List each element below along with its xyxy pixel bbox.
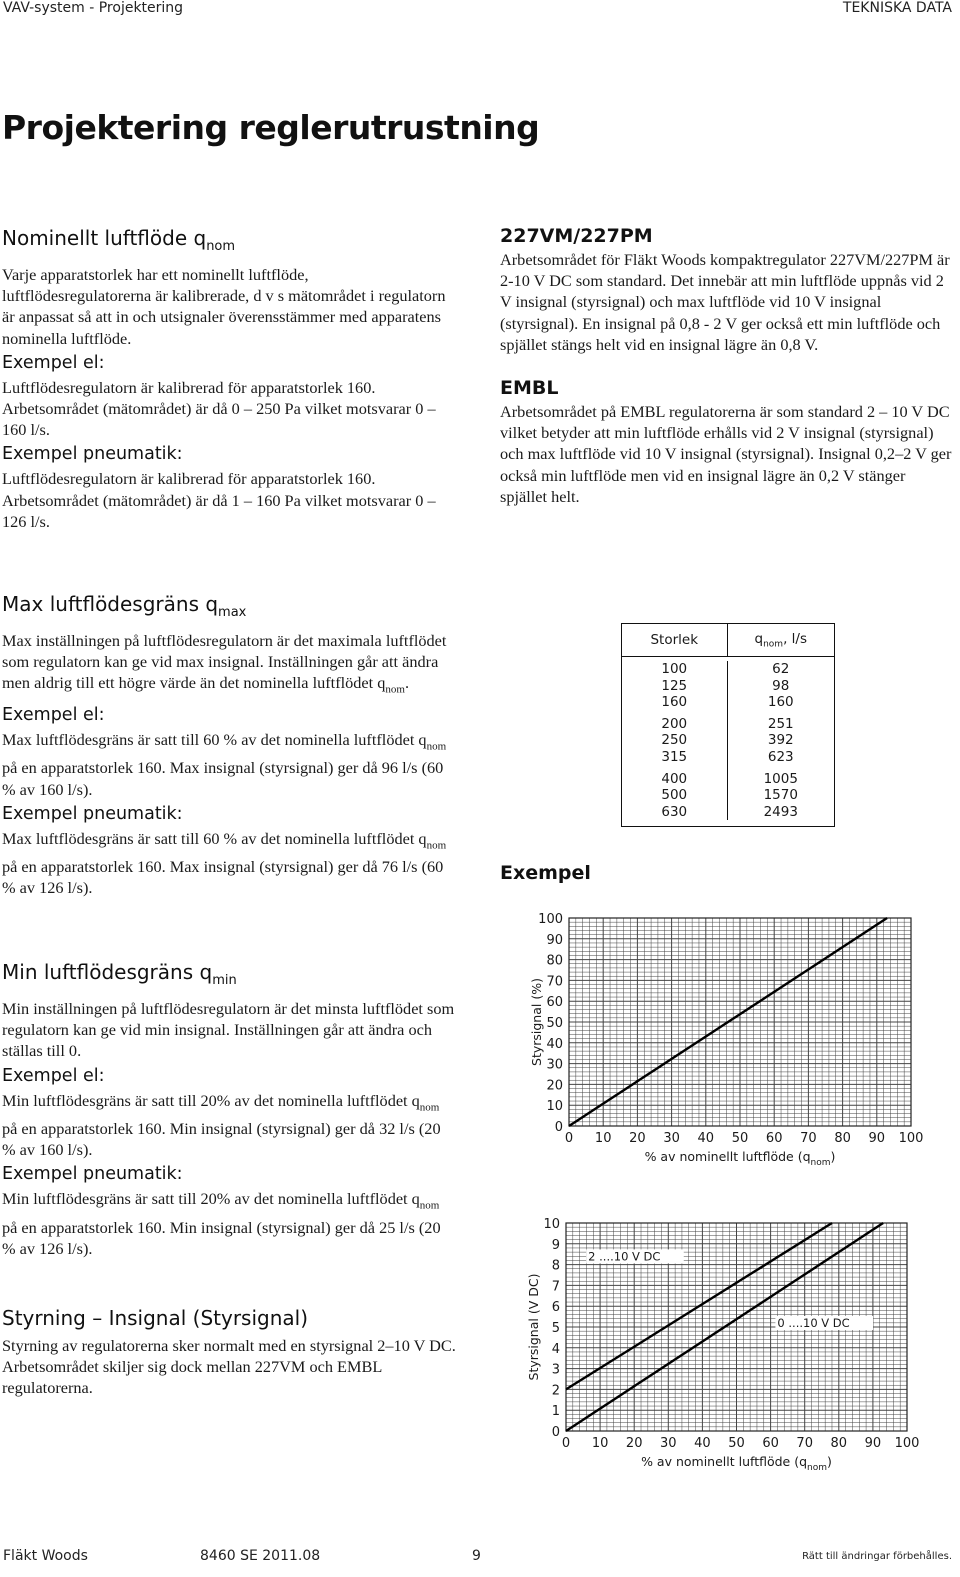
text-subscript: nom: [763, 639, 784, 650]
x-axis-label: % av nominellt luftflöde $(q_{nom})$: [641, 1454, 832, 1473]
x-tick-label: 30: [660, 1436, 677, 1451]
text-part: på en apparatstorlek 160. Max insignal (styrsignal) ger då 96 l/s (60 % av 160 l/s).: [2, 758, 444, 799]
x-tick-label: 90: [864, 1436, 882, 1451]
text-subscript: nom: [426, 740, 447, 753]
table-cell: 62: [772, 661, 790, 677]
y-tick-label: 70: [546, 974, 563, 990]
heading-text: Nominellt luftflöde q: [2, 226, 207, 250]
text-part: , l/s: [783, 630, 807, 647]
x-tick-label: 10: [594, 1131, 612, 1146]
text-part: Min luftflödesgräns är satt till 20% av det nominella luftflödet q: [2, 1189, 420, 1209]
text-part: .: [404, 673, 410, 693]
heading-subscript: min: [212, 973, 237, 988]
text-subscript: nom: [385, 683, 405, 696]
control-signal-text: Styrning av regulatorerna sker normalt med en styrsignal 2–10 V DC. Arbetsområdet skiljer sig dock mellan 227VM och EMBL regulatorerna.: [2, 1336, 456, 1398]
min-intro: Min inställningen på luftflödesregulatorn är det minsta luftflödet som regulatorn kan ge vid min insignal. Inställningen går att ändra och ställas till 0.: [2, 999, 455, 1061]
y-tick-label: 10: [543, 1217, 560, 1232]
series-label: 0 ....10 V DC: [777, 1316, 850, 1330]
table-cell: 392: [767, 732, 794, 749]
y-tick-label: 90: [546, 932, 563, 948]
x-tick-label: 40: [697, 1131, 715, 1146]
x-tick-label: 10: [591, 1436, 609, 1451]
min-example-el-label: Exempel el:: [2, 1065, 105, 1086]
table-cell: 160: [767, 694, 794, 711]
footer-disclaimer: Rätt till ändringar förbehålles.: [802, 1551, 952, 1562]
text-subscript: nom: [419, 1199, 440, 1212]
y-tick-label: 40: [546, 1036, 563, 1052]
series-label: 2 ....10 V DC: [588, 1249, 661, 1264]
y-tick-label: 7: [551, 1279, 560, 1295]
text-227vm: Arbetsområdet för Fläkt Woods kompaktregulator 227VM/227PM är 2-10 V DC som standard. Det innebär att min luftflöde uppnås vid 2 V insignal (styrsignal) och max luftflöde vid 10 V insignal (styrsignal). En insignal på 0,8 - 2 V ger också ett min luftflöde och spjället stängs helt vid en insignal lägre än 0,8 V.: [500, 250, 950, 354]
y-axis-label: Styrsignal (V DC): [526, 1273, 541, 1381]
y-tick-label: 50: [546, 1016, 563, 1031]
table-cell: 250: [661, 732, 688, 749]
x-tick-label: 60: [765, 1131, 783, 1146]
x-tick-label: 50: [728, 1436, 745, 1451]
table-cell: 500: [661, 787, 688, 804]
max-example-el-label: Exempel el:: [2, 704, 105, 725]
table-cell: 400: [661, 770, 688, 787]
x-tick-label: 20: [625, 1436, 643, 1451]
text-subscript: nom: [426, 838, 447, 851]
x-tick-label: 70: [796, 1436, 813, 1451]
text-part: Max luftflödesgräns är satt till 60 % av det nominella luftflödet q: [2, 828, 427, 848]
x-tick-label: 100: [894, 1436, 920, 1451]
y-axis-label: Styrsignal (%): [529, 978, 544, 1066]
min-example-pneumatic-label: Exempel pneumatik:: [2, 1164, 183, 1185]
table-cell: 1005: [763, 770, 798, 787]
table-header-size: Storlek: [622, 624, 728, 656]
nominal-example-pneumatic-text: Luftflödesregulatorn är kalibrerad för apparatstorlek 160. Arbetsområdet (mätområdet) är då 1 – 160 Pa vilket motsvarar 0 – 126 l/s.: [2, 469, 436, 531]
table-cell: 315: [661, 748, 688, 765]
nominal-example-el-label: Exempel el:: [2, 352, 105, 373]
table-cell: 160: [661, 694, 688, 711]
x-tick-label: 50: [731, 1131, 749, 1146]
x-tick-label: 20: [629, 1131, 646, 1146]
header-section-label: VAV-system - Projektering: [3, 0, 184, 16]
text-part: på en apparatstorlek 160. Min insignal (styrsignal) ger då 32 l/s (20 % av 160 l/s).: [2, 1119, 441, 1160]
x-tick-label: 80: [830, 1436, 848, 1451]
y-tick-label: 1: [551, 1404, 560, 1420]
heading-227vm: 227VM/227PM: [500, 225, 653, 247]
y-tick-label: 9: [551, 1237, 560, 1253]
x-tick-label: 60: [762, 1436, 779, 1451]
footer-company: Fläkt Woods: [3, 1548, 88, 1564]
table-cell: 100: [661, 661, 688, 677]
table-cell: 200: [661, 715, 688, 732]
heading-embl: EMBL: [500, 377, 559, 400]
text-part: Min luftflödesgräns är satt till 20% av det nominella luftflödet q: [2, 1090, 420, 1110]
table-cell: 623: [767, 748, 794, 765]
y-tick-label: 6: [551, 1300, 560, 1316]
text-subscript: nom: [419, 1100, 440, 1113]
y-tick-label: 30: [546, 1057, 563, 1073]
x-axis-label: % av nominellt luftflöde $(q_{nom})$: [644, 1149, 836, 1168]
page-title: Projektering reglerutrustning: [2, 108, 540, 147]
x-tick-label: 30: [663, 1131, 680, 1146]
nominal-example-pneumatic-label: Exempel pneumatik:: [2, 444, 183, 465]
heading-control-signal: Styrning – Insignal (Styrsignal): [2, 1306, 309, 1330]
table-cell: 2493: [763, 803, 798, 820]
table-cell: 251: [767, 715, 794, 732]
max-example-pneumatic-label: Exempel pneumatik:: [2, 803, 183, 824]
table-cell: 630: [661, 803, 688, 820]
heading-subscript: max: [218, 605, 247, 620]
text-part: på en apparatstorlek 160. Min insignal (styrsignal) ger då 25 l/s (20 % av 126 l/s).: [2, 1217, 441, 1259]
y-tick-label: 0: [551, 1425, 560, 1440]
y-tick-label: 100: [538, 912, 563, 927]
table-cell: 1570: [763, 787, 798, 804]
x-tick-label: 80: [834, 1131, 851, 1146]
x-tick-label: 0: [564, 1131, 574, 1146]
y-tick-label: 8: [551, 1258, 560, 1274]
nominal-intro: Varje apparatstorlek har ett nominellt luftflöde, luftflödesregulatorerna är kalibrerade, d v s mätområdet i regulatorn är anpassat så att in och utsignaler överensstämmer med apparatens nominella luftflöde.: [2, 265, 446, 348]
x-tick-label: 0: [561, 1436, 571, 1451]
heading-text: Max luftflödesgräns q: [2, 592, 219, 616]
text-part: på en apparatstorlek 160. Max insignal (styrsignal) ger då 76 l/s (60 % av 126 l/s).: [2, 857, 444, 898]
footer-page-number: 9: [472, 1548, 481, 1564]
x-tick-label: 100: [898, 1131, 924, 1146]
header-category-label: TEKNISKA DATA: [842, 0, 952, 16]
table-cell: 125: [661, 677, 688, 694]
y-tick-label: 5: [551, 1321, 560, 1336]
x-tick-label: 90: [868, 1131, 886, 1146]
text-part: q: [754, 630, 764, 647]
x-tick-label: 70: [800, 1131, 817, 1146]
y-tick-label: 2: [551, 1383, 560, 1399]
y-tick-label: 60: [546, 995, 563, 1011]
y-tick-label: 4: [551, 1341, 560, 1357]
y-tick-label: 80: [546, 953, 563, 969]
heading-subscript: nom: [206, 239, 236, 254]
y-tick-label: 0: [554, 1120, 563, 1135]
y-tick-label: 3: [551, 1362, 560, 1378]
nominal-example-el-text: Luftflödesregulatorn är kalibrerad för apparatstorlek 160. Arbetsområdet (mätområdet) är då 0 – 250 Pa vilket motsvarar 0 – 160 l/s.: [2, 377, 436, 440]
x-tick-label: 40: [694, 1436, 711, 1451]
footer-document-id: 8460 SE 2011.08: [200, 1548, 321, 1564]
y-tick-label: 20: [546, 1078, 563, 1094]
example-label: Exempel: [500, 862, 591, 884]
heading-text: Min luftflödesgräns q: [2, 960, 213, 984]
text-part: Max luftflödesgräns är satt till 60 % av det nominella luftflödet q: [2, 729, 427, 749]
text-embl: Arbetsområdet på EMBL regulatorerna är som standard 2 – 10 V DC vilket betyder att min luftflöde erhålls vid 2 V insignal (styrsignal) och max luftflöde vid 10 V insignal (styrsignal). Insignal 0,2–2 V ger också min luftflöde men vid en insignal lägre än 0,2 V stänger spjället helt.: [500, 402, 952, 506]
text-part: Max inställningen på luftflödesregulatorn är det maximala luftflödet som regulatorn kan ge vid max insignal. Inställningen går att ändra men aldrig till ett högre värde än det nominella luftflödet q: [2, 631, 447, 693]
table-cell: 98: [772, 677, 790, 694]
y-tick-label: 10: [546, 1099, 563, 1115]
